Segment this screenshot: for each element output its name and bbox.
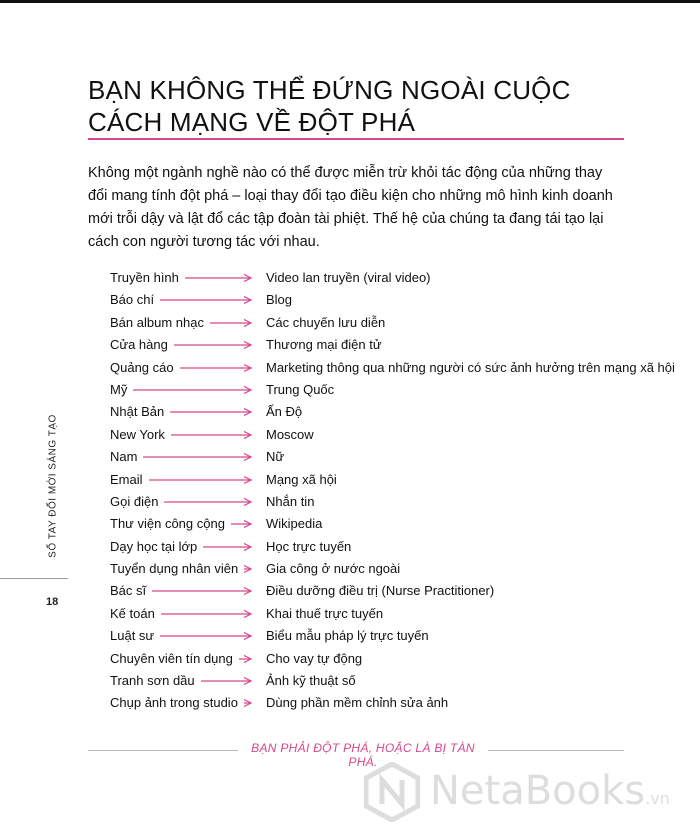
intro-paragraph: Không một ngành nghề nào có thể được miễn trừ khỏi tác động của những thay đổi mang tính đột phá – loại thay đổi tạo điều kiện cho những mô hình kinh doanh mới trỗi dậy và lật đổ các tập đoàn tài phiệt. Thế hệ của chúng ta đang tái tạo lại cách con người tương tác với nhau. — [88, 165, 613, 250]
list-item — [110, 558, 630, 580]
page-title: BẠN KHÔNG THỂ ĐỨNG NGOÀI CUỘC CÁCH MẠNG VỀ ĐỘT PHÁ — [88, 75, 571, 137]
new-item: Ảnh kỹ thuật số — [266, 673, 356, 689]
list-item — [110, 536, 630, 558]
old-item: Mỹ — [110, 379, 133, 401]
watermark-brand: NetaBooks — [430, 768, 646, 814]
side-running-head — [46, 414, 60, 558]
list-item — [110, 424, 630, 446]
list-item — [110, 379, 630, 401]
new-item: Thương mại điện tử — [266, 337, 382, 353]
disruption-list — [110, 267, 675, 715]
old-item: Báo chí — [110, 289, 160, 311]
old-item: Nhật Bản — [110, 401, 170, 423]
list-item — [110, 692, 630, 714]
new-item: Blog — [266, 292, 293, 308]
list-item — [110, 491, 630, 513]
old-item: Bán album nhạc — [110, 312, 210, 334]
old-item: Tuyển dụng nhân viên — [110, 558, 244, 580]
new-item: Nữ — [266, 449, 285, 465]
list-item — [110, 469, 630, 491]
new-item: Ấn Độ — [266, 404, 303, 420]
watermark-text — [430, 768, 670, 814]
list-item — [110, 580, 630, 602]
footer-slogan: BẠN PHẢI ĐỘT PHÁ, HOẶC LÀ BỊ TÀN PHÁ. — [251, 741, 475, 769]
old-item: Tranh sơn dầu — [110, 670, 201, 692]
old-item: Nam — [110, 446, 143, 468]
old-item: Truyền hình — [110, 267, 185, 289]
old-item: Luật sư — [110, 625, 160, 647]
new-item: Cho vay tự động — [266, 650, 363, 666]
new-item: Wikipedia — [266, 516, 323, 532]
side-divider — [0, 578, 68, 579]
list-item — [110, 446, 630, 468]
new-item: Khai thuế trực tuyến — [266, 605, 384, 621]
new-item: Trung Quốc — [266, 381, 335, 397]
new-item: Video lan truyền (viral video) — [266, 270, 431, 285]
list-item — [110, 401, 630, 423]
new-item: Moscow — [266, 426, 314, 442]
new-item: Gia công ở nước ngoài — [266, 561, 401, 577]
old-item: Cửa hàng — [110, 334, 174, 356]
old-item: New York — [110, 424, 171, 446]
list-item — [110, 267, 630, 289]
top-border — [0, 0, 700, 3]
old-item: Chụp ảnh trong studio — [110, 692, 244, 714]
list-item — [110, 334, 630, 356]
old-item: Quảng cáo — [110, 357, 180, 379]
list-item — [110, 603, 630, 625]
list-item — [110, 289, 630, 311]
watermark-suffix: .vn — [645, 789, 670, 808]
old-item: Kế toán — [110, 603, 161, 625]
footer-rule-right — [488, 750, 624, 751]
list-item — [110, 648, 630, 670]
watermark — [364, 760, 694, 830]
new-item: Marketing thông qua những người có sức ảnh hưởng trên mạng xã hội — [266, 359, 675, 375]
new-item: Dùng phần mềm chỉnh sửa ảnh — [266, 695, 449, 711]
netabooks-logo-icon — [364, 762, 420, 822]
new-item: Mạng xã hội — [266, 471, 337, 487]
new-item: Điều dưỡng điều trị (Nurse Practitioner) — [266, 583, 495, 599]
new-item: Học trực tuyến — [266, 538, 352, 554]
page-number: 18 — [46, 596, 59, 608]
old-item: Dạy học tại lớp — [110, 536, 203, 558]
list-item — [110, 312, 630, 334]
side-label-text: SỔ TAY ĐỔI MỚI SÁNG TẠO — [47, 414, 59, 558]
old-item: Bác sĩ — [110, 580, 152, 602]
old-item: Thư viện công cộng — [110, 513, 231, 535]
title-underline — [88, 138, 624, 140]
old-item: Gọi điện — [110, 491, 164, 513]
list-item — [110, 670, 630, 692]
list-item — [110, 513, 630, 535]
new-item: Các chuyến lưu diễn — [266, 314, 386, 330]
list-item — [110, 625, 630, 647]
new-item: Biểu mẫu pháp lý trực tuyến — [266, 628, 429, 644]
old-item: Chuyên viên tín dụng — [110, 648, 239, 670]
old-item: Email — [110, 469, 149, 491]
list-item — [110, 357, 675, 379]
new-item: Nhắn tin — [266, 493, 315, 509]
footer-rule-left — [88, 750, 238, 751]
